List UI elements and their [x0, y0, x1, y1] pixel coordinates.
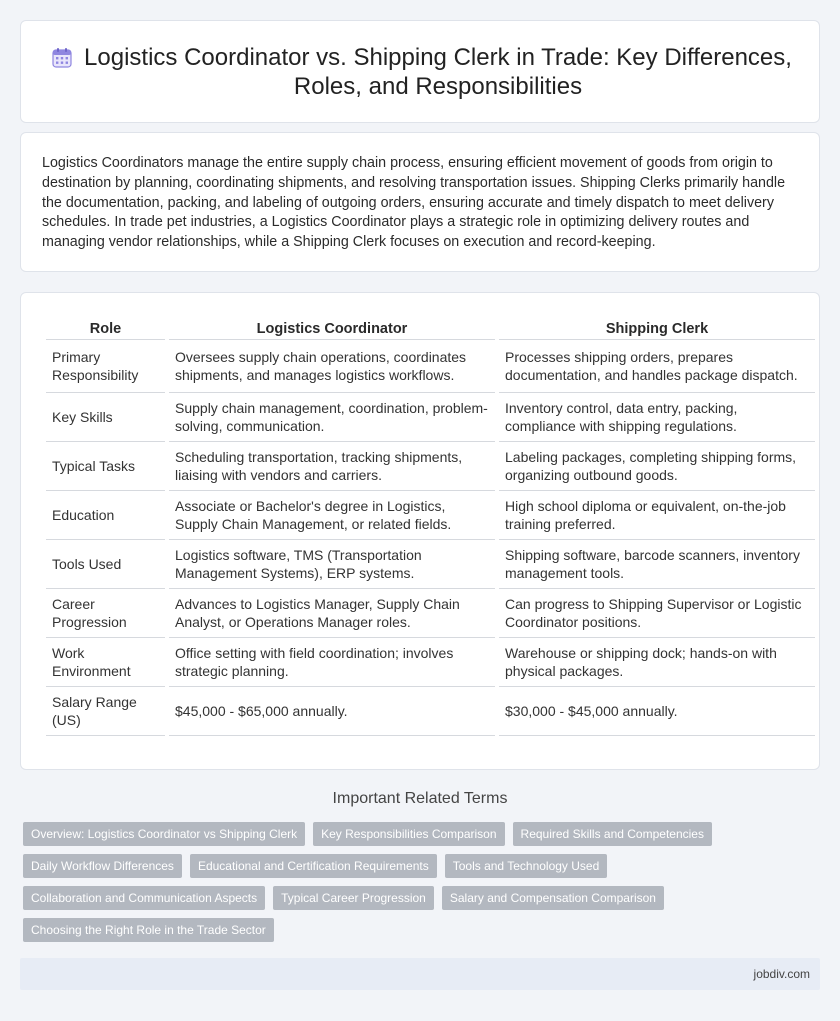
- related-term-tag[interactable]: Daily Workflow Differences: [23, 854, 182, 878]
- related-terms-list: [23, 822, 823, 942]
- related-term-tag[interactable]: Collaboration and Communication Aspects: [23, 886, 265, 910]
- table-cell-shipping-clerk: Warehouse or shipping dock; hands-on with physical packages.: [499, 638, 815, 687]
- table-cell-logistics-coordinator: Advances to Logistics Manager, Supply Chain Analyst, or Operations Manager roles.: [169, 589, 495, 638]
- table-row: [46, 442, 815, 491]
- related-term-tag[interactable]: Tools and Technology Used: [445, 854, 608, 878]
- table-cell-shipping-clerk: High school diploma or equivalent, on-the-job training preferred.: [499, 491, 815, 540]
- table-cell-logistics-coordinator: Office setting with field coordination; involves strategic planning.: [169, 638, 495, 687]
- table-cell-shipping-clerk: Inventory control, data entry, packing, compliance with shipping regulations.: [499, 393, 815, 442]
- table-row: [46, 540, 815, 589]
- table-cell-role: Typical Tasks: [46, 442, 165, 491]
- column-header-logistics-coordinator: Logistics Coordinator: [169, 313, 495, 340]
- table-row: [46, 340, 815, 393]
- table-row: [46, 589, 815, 638]
- table-cell-logistics-coordinator: Scheduling transportation, tracking shipments, liaising with vendors and carriers.: [169, 442, 495, 491]
- related-term-tag[interactable]: Typical Career Progression: [273, 886, 434, 910]
- intro-paragraph: Logistics Coordinators manage the entire supply chain process, ensuring efficient movement of goods from origin to destination by planning, coordinating shipments, and resolving transportation issues. Shipping Clerks primarily handle the documentation, packing, and labeling of outgoing orders, ensuring accurate and timely dispatch to meet delivery schedules. In trade pet industries, a Logistics Coordinator plays a strategic role in optimizing delivery routes and managing vendor relationships, while a Shipping Clerk focuses on execution and record-keeping.: [42, 155, 786, 251]
- table-cell-logistics-coordinator: Supply chain management, coordination, problem-solving, communication.: [169, 393, 495, 442]
- table-row: [46, 491, 815, 540]
- table-cell-shipping-clerk: Processes shipping orders, prepares documentation, and handles package dispatch.: [499, 340, 815, 393]
- page-title: Logistics Coordinator vs. Shipping Clerk in Trade: Key Differences, Roles, and Responsibilities: [84, 43, 792, 100]
- table-cell-logistics-coordinator: $45,000 - $65,000 annually.: [169, 687, 495, 736]
- table-cell-shipping-clerk: Shipping software, barcode scanners, inventory management tools.: [499, 540, 815, 589]
- column-header-role: Role: [46, 313, 165, 340]
- table-cell-shipping-clerk: Can progress to Shipping Supervisor or Logistic Coordinator positions.: [499, 589, 815, 638]
- table-row: [46, 687, 815, 736]
- footer-site-link[interactable]: jobdiv.com: [753, 967, 810, 981]
- comparison-table-card: [20, 292, 820, 770]
- table-cell-role: Education: [46, 491, 165, 540]
- related-term-tag[interactable]: Salary and Compensation Comparison: [442, 886, 664, 910]
- table-cell-logistics-coordinator: Oversees supply chain operations, coordinates shipments, and manages logistics workflows.: [169, 340, 495, 393]
- related-term-tag[interactable]: Educational and Certification Requirements: [190, 854, 437, 878]
- related-term-tag[interactable]: Choosing the Right Role in the Trade Sector: [23, 918, 274, 942]
- table-cell-logistics-coordinator: Associate or Bachelor's degree in Logistics, Supply Chain Management, or related fields.: [169, 491, 495, 540]
- related-term-tag[interactable]: Overview: Logistics Coordinator vs Shipping Clerk: [23, 822, 305, 846]
- header-card: [20, 20, 820, 123]
- table-cell-role: Career Progression: [46, 589, 165, 638]
- table-cell-role: Tools Used: [46, 540, 165, 589]
- table-cell-shipping-clerk: Labeling packages, completing shipping forms, organizing outbound goods.: [499, 442, 815, 491]
- table-row: [46, 638, 815, 687]
- comparison-table: [42, 313, 819, 736]
- related-terms-heading: Important Related Terms: [332, 790, 508, 807]
- related-term-tag[interactable]: Key Responsibilities Comparison: [313, 822, 504, 846]
- table-cell-logistics-coordinator: Logistics software, TMS (Transportation Management Systems), ERP systems.: [169, 540, 495, 589]
- table-header-row: [46, 313, 815, 340]
- table-cell-role: Work Environment: [46, 638, 165, 687]
- table-cell-role: Key Skills: [46, 393, 165, 442]
- table-cell-role: Primary Responsibility: [46, 340, 165, 393]
- related-term-tag[interactable]: Required Skills and Competencies: [513, 822, 712, 846]
- table-cell-shipping-clerk: $30,000 - $45,000 annually.: [499, 687, 815, 736]
- table-cell-role: Salary Range (US): [46, 687, 165, 736]
- footer-bar: [20, 958, 820, 990]
- intro-card: [20, 132, 820, 272]
- table-row: [46, 393, 815, 442]
- column-header-shipping-clerk: Shipping Clerk: [499, 313, 815, 340]
